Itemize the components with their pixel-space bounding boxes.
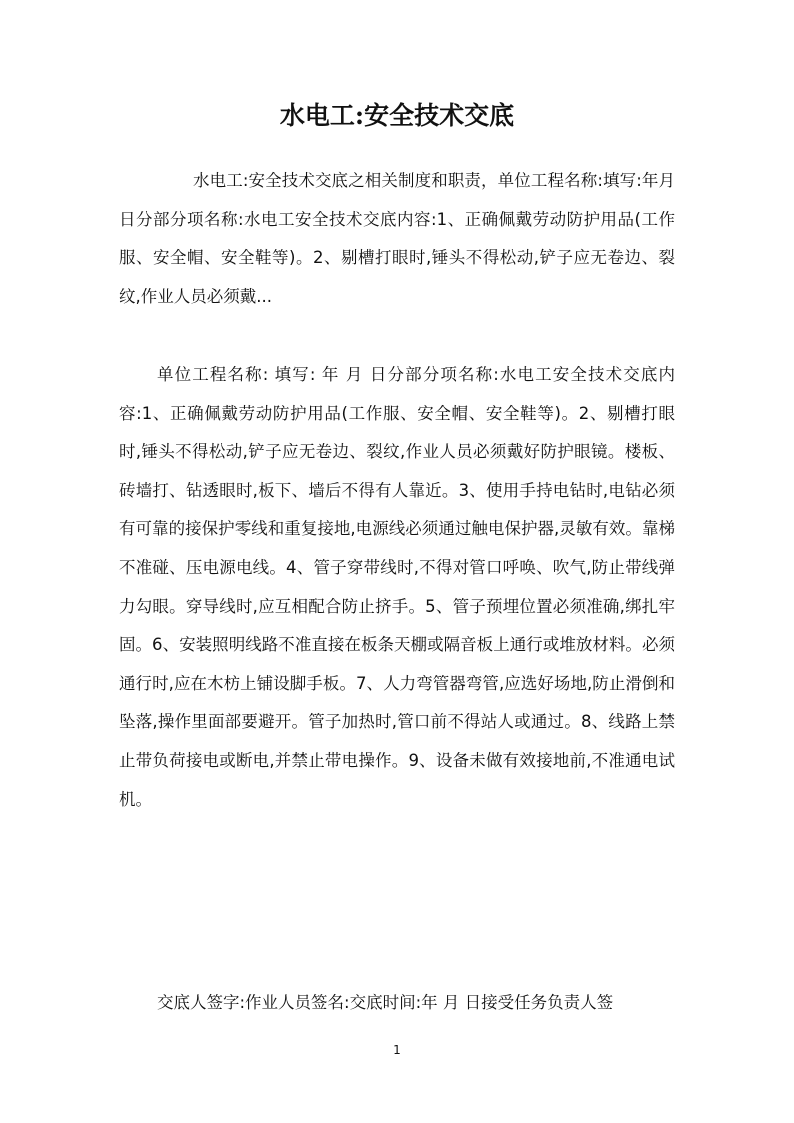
document-title: 水电工:安全技术交底 xyxy=(279,101,515,130)
summary-paragraph: 水电工:安全技术交底之相关制度和职责，单位工程名称:填写:年月日分部分项名称:水电工安全技术交底内容:1、正确佩戴劳动防护用品(工作服、安全帽、安全鞋等)。2、剔槽打眼时,锤头不得松动,铲子应无卷边、裂纹,作业人员必须戴... xyxy=(119,171,675,306)
safety-content-paragraph: 单位工程名称: 填写: 年 月 日分部分项名称:水电工安全技术交底内容:1、正确佩戴劳动防护用品(工作服、安全帽、安全鞋等)。2、剔槽打眼时,锤头不得松动,铲子应无卷边、裂纹,作业人员必须戴好防护眼镜。楼板、砖墙打、钻透眼时,板下、墙后不得有人靠近。3、使用手持电钻时,电钻必须有可靠的接保护零线和重复接地,电源线必须通过触电保护器,灵敏有效。靠梯不准碰、压电源电线。4、管子穿带线时,不得对管口呼唤、吹气,防止带线弹力勾眼。穿导线时,应互相配合防止挤手。5、管子预埋位置必须准确,绑扎牢固。6、安装照明线路不准直接在板条天棚或隔音板上通行或堆放材料。必须通行时,应在木枋上铺设脚手板。7、人力弯管器弯管,应选好场地,防止滑倒和坠落,操作里面部要避开。管子加热时,管口前不得站人或通过。8、线路上禁止带负荷接电或断电,并禁止带电操作。9、设备未做有效接地前,不准通电试机。 xyxy=(119,365,675,809)
signature-paragraph: 交底人签字:作业人员签名:交底时间:年 月 日接受任务负责人签 xyxy=(157,993,614,1012)
page-number: 1 xyxy=(393,1043,401,1057)
